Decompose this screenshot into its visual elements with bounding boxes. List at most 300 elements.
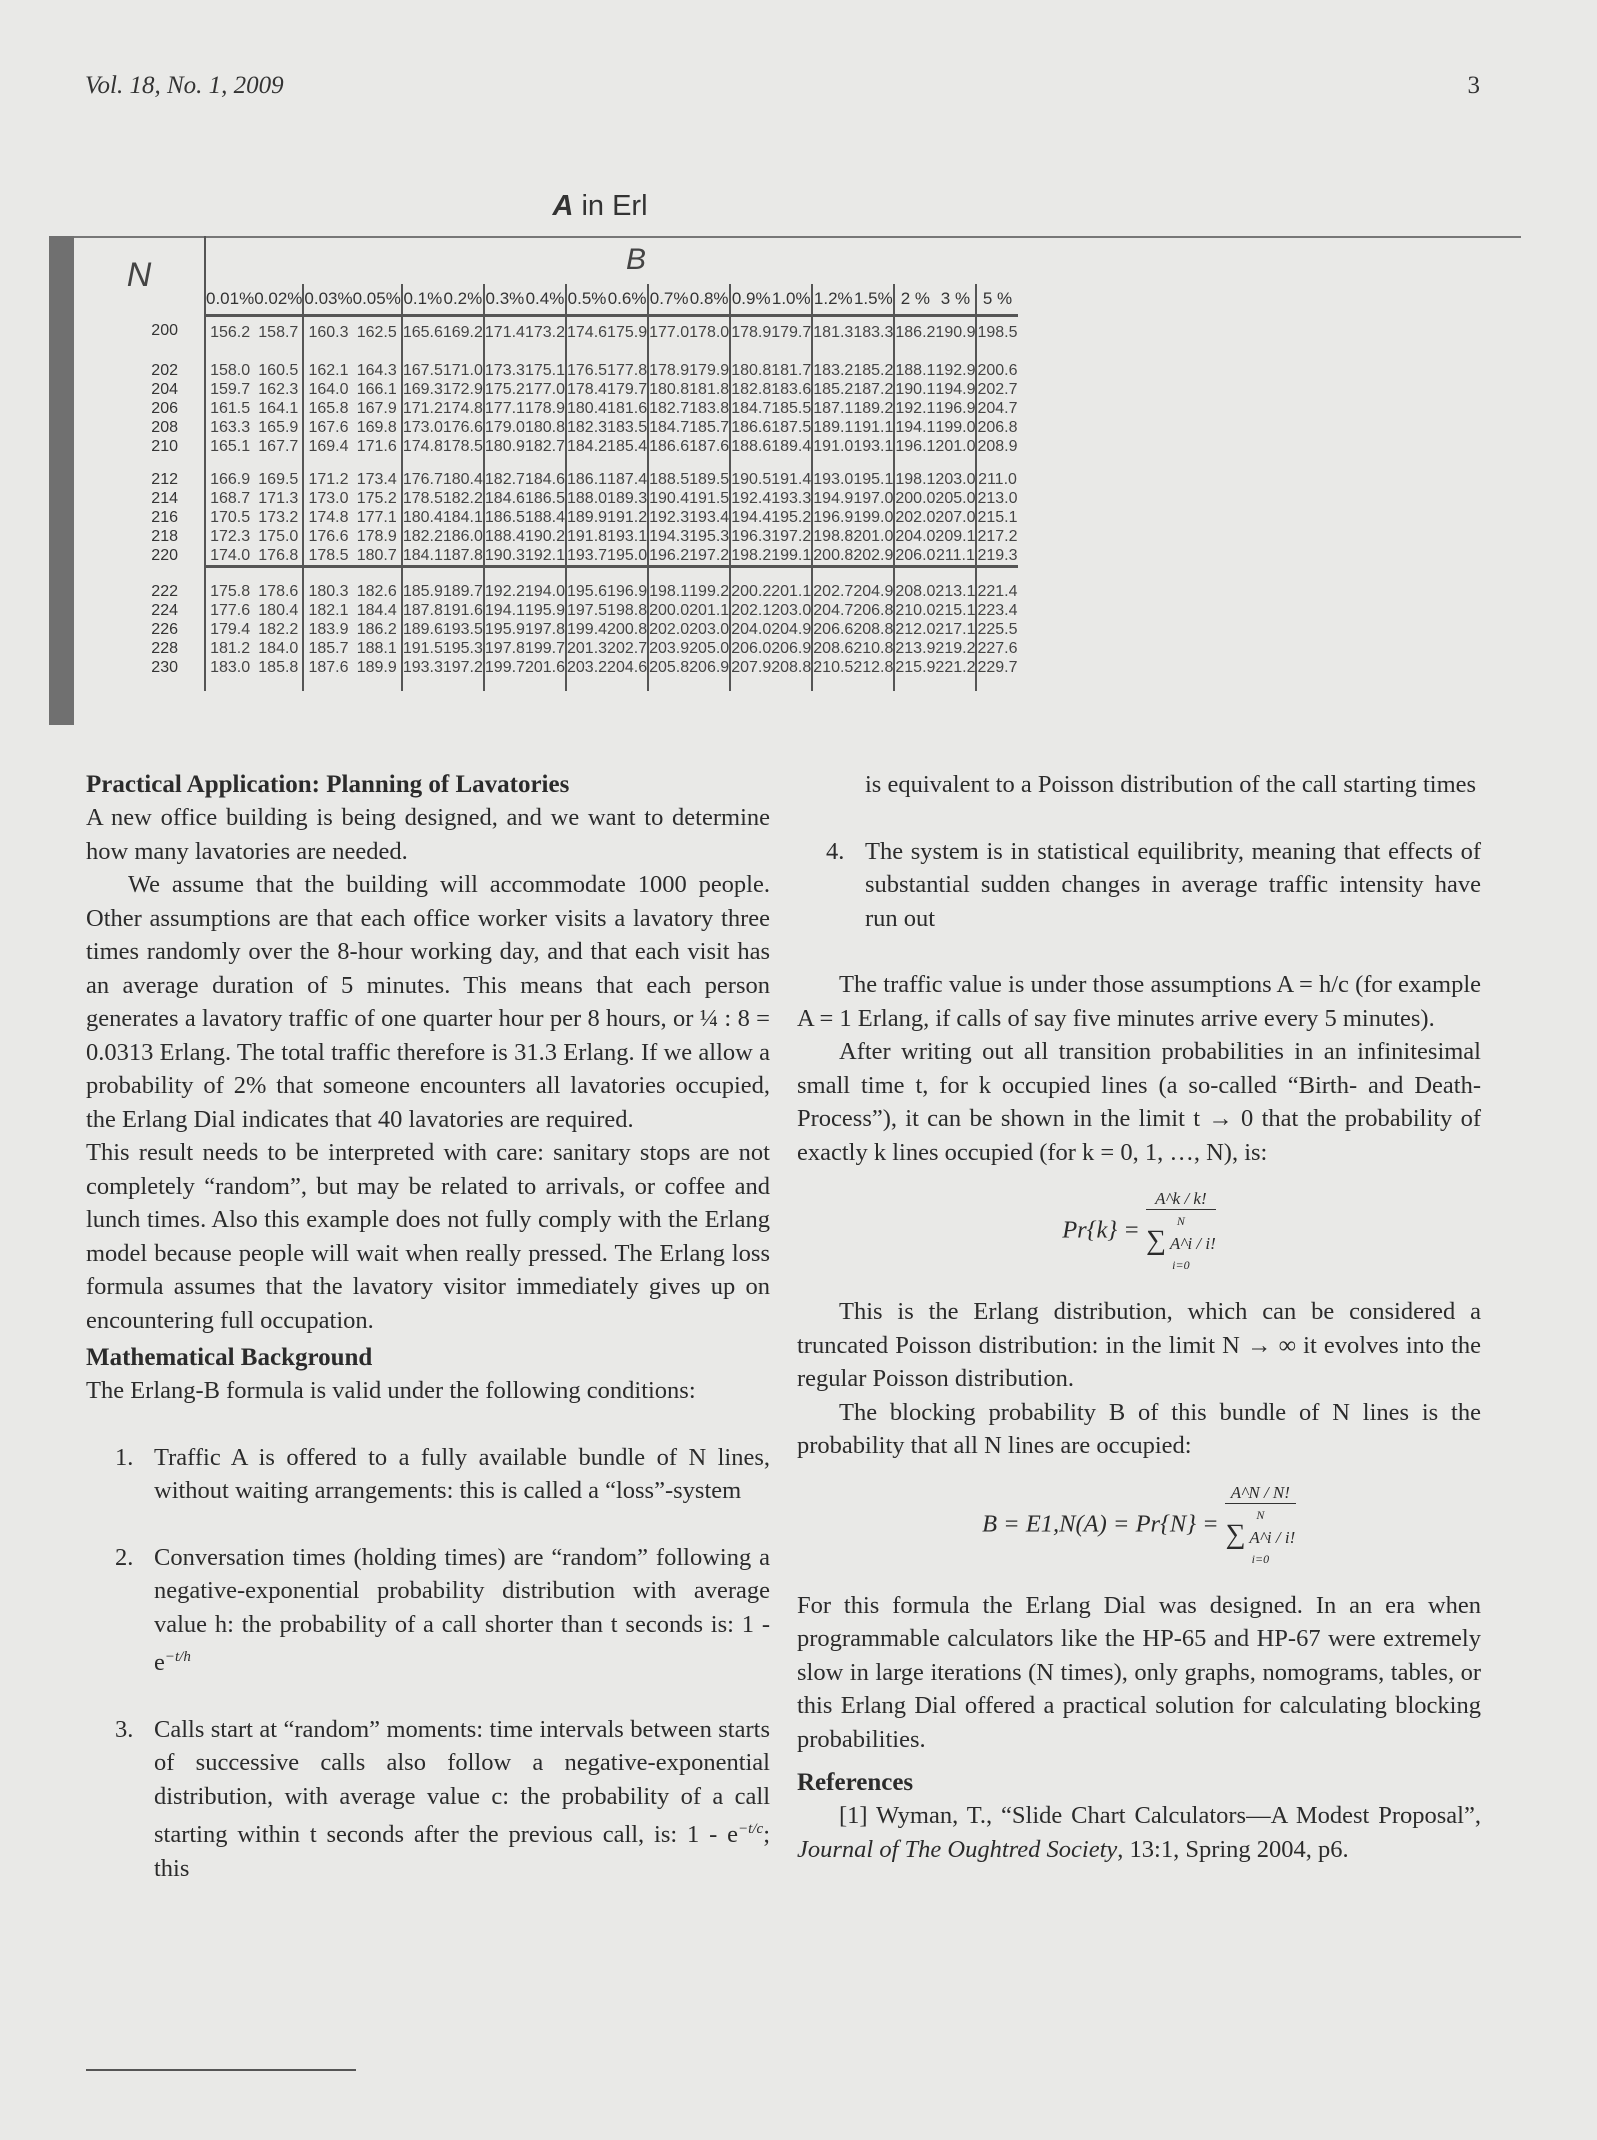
table-cell: 182.6 <box>356 583 397 600</box>
table-cell: 184.4 <box>356 602 397 619</box>
table-cell: 171.6 <box>356 438 397 455</box>
table-cell: 204.6 <box>607 659 648 676</box>
table-cell: 184.1 <box>442 509 483 526</box>
table-cell: 183.9 <box>303 620 352 639</box>
fraction-numerator: A^N / N! <box>1225 1483 1296 1504</box>
table-cell: 194.0 <box>524 583 565 600</box>
table-cell: 198.8 <box>607 602 648 619</box>
sum-upper: N <box>1176 1214 1185 1228</box>
table-cell: 203.0 <box>689 621 730 638</box>
table-cell: 192.1 <box>524 547 565 564</box>
table-cell: 195.9 <box>484 621 525 638</box>
table-cell: 179.0 <box>484 419 525 436</box>
conditions-list-cont <box>797 835 1481 936</box>
table-cell: 186.6 <box>649 438 690 455</box>
table-cell: 197.8 <box>524 621 565 638</box>
table-cell: 192.2 <box>484 583 525 600</box>
col-group-header-b: B <box>205 236 1018 284</box>
table-cell: 225.5 <box>977 621 1018 638</box>
table-cell: 208.8 <box>853 621 894 638</box>
reference-journal: Journal of The Oughtred Society <box>797 1835 1118 1863</box>
row-n-value: 208 <box>151 418 178 436</box>
table-cell: 217.1 <box>935 621 976 638</box>
row-divider <box>74 567 1018 583</box>
list-item <box>797 835 1481 936</box>
table-cell: 180.4 <box>258 602 299 619</box>
table-cell: 195.1 <box>853 471 894 488</box>
table-cell: 189.6 <box>402 621 443 638</box>
table-cell: 206.0 <box>731 640 772 657</box>
table-cell: 156.2 <box>205 316 254 348</box>
left-column <box>86 768 770 1885</box>
table-cell: 205.0 <box>935 490 976 507</box>
table-cell: 203.9 <box>649 640 690 657</box>
table-cell: 197.2 <box>442 659 483 676</box>
table-cell: 181.8 <box>689 381 730 398</box>
table-cell: 176.5 <box>567 362 608 379</box>
fraction-denominator <box>1146 1210 1216 1275</box>
table-cell: 167.6 <box>303 418 352 437</box>
table-cell: 215.9 <box>895 659 936 676</box>
table-cell: 208.9 <box>977 438 1018 455</box>
sum-upper: N <box>1256 1507 1265 1522</box>
table-cell: 187.4 <box>607 471 648 488</box>
formula-pr-k <box>797 1189 1481 1275</box>
table-cell: 169.2 <box>443 316 484 348</box>
table-cell: 183.2 <box>813 362 854 379</box>
table-cell: 181.3 <box>812 316 853 348</box>
table-cell: 203.0 <box>771 602 812 619</box>
table-cell: 177.8 <box>607 362 648 379</box>
row-n-value: 222 <box>151 582 178 600</box>
table-cell: 174.8 <box>442 400 483 417</box>
table-cell: 168.7 <box>205 489 254 508</box>
table-cell: 204.9 <box>771 621 812 638</box>
table-row <box>74 489 1018 508</box>
table-cell: 180.7 <box>356 547 397 564</box>
table-cell: 169.8 <box>356 419 397 436</box>
row-n-value: 228 <box>151 639 178 657</box>
table-cell: 170.5 <box>205 508 254 527</box>
table-cell: 201.1 <box>689 602 730 619</box>
table-cell: 200.8 <box>812 546 853 567</box>
footnote-rule <box>86 2069 356 2071</box>
table-cell: 194.4 <box>731 509 772 526</box>
table-cell: 198.5 <box>976 316 1017 348</box>
table-cell: 162.3 <box>258 381 299 398</box>
row-n-value: 220 <box>151 547 178 565</box>
table-cell: 162.5 <box>353 316 402 348</box>
table-cell: 166.1 <box>356 381 397 398</box>
table-cell: 178.9 <box>649 362 690 379</box>
table-cell: 184.0 <box>258 640 299 657</box>
table-cell: 215.1 <box>935 602 976 619</box>
table-cell: 182.2 <box>442 490 483 507</box>
list-text: The system is in statistical equilibrity, meaning that effects of substantial sudden changes in average traffic intensity have run out <box>865 837 1481 932</box>
table-cell: 169.3 <box>402 381 443 398</box>
table-cell: 197.5 <box>567 602 608 619</box>
row-n-value: 212 <box>151 470 178 488</box>
table-cell: 188.5 <box>649 471 690 488</box>
table-cell: 191.1 <box>853 419 894 436</box>
fraction <box>1146 1189 1216 1275</box>
table-cell: 196.9 <box>935 400 976 417</box>
table-cell: 183.3 <box>853 316 894 348</box>
table-cell: 221.2 <box>935 659 976 676</box>
table-cell: 182.1 <box>303 601 352 620</box>
table-cell: 204.0 <box>731 621 772 638</box>
table-cell: 178.9 <box>524 400 565 417</box>
table-cell: 189.4 <box>771 438 812 455</box>
table-cell: 185.7 <box>303 639 352 658</box>
table-cell: 179.7 <box>607 381 648 398</box>
table-cell: 206.0 <box>894 546 935 567</box>
table-row <box>74 437 1018 456</box>
table-cell: 213.0 <box>977 490 1018 507</box>
section-heading-practical: Practical Application: Planning of Lavatories <box>86 771 570 798</box>
table-cell: 208.6 <box>813 640 854 657</box>
table-cell: 183.6 <box>771 381 812 398</box>
table-cell: 180.4 <box>567 400 608 417</box>
table-cell: 211.0 <box>978 471 1017 488</box>
table-cell: 184.7 <box>731 400 772 417</box>
table-cell: 179.9 <box>689 362 730 379</box>
table-cell: 186.2 <box>356 621 397 638</box>
table-cell: 185.5 <box>771 400 812 417</box>
table-cell: 173.4 <box>356 471 397 488</box>
table-row <box>74 316 1018 348</box>
table-cell: 175.1 <box>524 362 565 379</box>
table-cell: 178.0 <box>689 316 730 348</box>
sum-icon: ∑ <box>1225 1518 1246 1550</box>
table-cell: 194.3 <box>649 528 690 545</box>
paragraph: After writing out all transition probabilities in an infinitesimal small time t, for k occupied lines (a so-called “Birth- and Death-Process”), it can be shown in the limit t → 0 that the probability of exactly k lines occupied (for k = 0, 1, …, N), is: <box>797 1038 1481 1166</box>
table-cell: 200.0 <box>649 602 690 619</box>
table-cell: 183.0 <box>205 658 254 677</box>
table-cell: 176.6 <box>303 527 352 546</box>
table-row <box>74 361 1018 380</box>
table-row <box>74 527 1018 546</box>
table-cell: 182.2 <box>258 621 299 638</box>
table-cell: 182.2 <box>402 528 443 545</box>
table-cell: 174.6 <box>566 316 607 348</box>
table-cell: 184.7 <box>649 419 690 436</box>
table-cell: 195.3 <box>689 528 730 545</box>
table-cell: 215.1 <box>977 509 1018 526</box>
table-cell: 161.5 <box>205 399 254 418</box>
table-cell: 192.9 <box>935 362 976 379</box>
table-cell: 197.0 <box>853 490 894 507</box>
list-text-tail: ; this <box>154 1821 770 1882</box>
table-cell: 172.9 <box>442 381 483 398</box>
table-cell: 189.7 <box>442 583 483 600</box>
table-cell: 189.2 <box>853 400 894 417</box>
table-cell: 195.3 <box>442 640 483 657</box>
page-number: 3 <box>1467 72 1480 99</box>
table-cell: 186.1 <box>567 471 608 488</box>
table-cell: 195.6 <box>567 583 608 600</box>
table-cell: 188.1 <box>356 640 397 657</box>
table-cell: 182.7 <box>524 438 565 455</box>
paragraph: This result needs to be interpreted with care: sanitary stops are not completely “random”, but may be related to arrivals, or coffee and lunch times. Also this example does not fully comply with the Erlang model because people will wait when really pressed. The Erlang loss formula assumes that the lavatory visitor immediately gives up on encountering full occupation. <box>86 1139 770 1334</box>
table-cell: 193.0 <box>813 471 854 488</box>
table-row <box>74 380 1018 399</box>
table-cell: 186.6 <box>731 419 772 436</box>
row-gap <box>74 456 1018 470</box>
column-header: 0.01% <box>205 284 254 316</box>
table-cell: 198.8 <box>813 528 854 545</box>
table-cell: 193.3 <box>771 490 812 507</box>
table-cell: 197.2 <box>689 547 730 564</box>
column-header: 3 % <box>940 289 971 308</box>
row-n-value: 202 <box>151 361 178 379</box>
table-cell: 182.7 <box>649 400 690 417</box>
table-cell: 202.7 <box>607 640 648 657</box>
table-cell: 167.7 <box>258 438 299 455</box>
sum-term: A^i / i! <box>1249 1527 1296 1547</box>
table-cell: 175.2 <box>484 381 525 398</box>
table-cell: 199.7 <box>524 640 565 657</box>
table-cell: 193.4 <box>689 509 730 526</box>
table-cell: 190.1 <box>895 381 936 398</box>
table-cell: 175.0 <box>258 528 299 545</box>
row-n-value: 226 <box>151 620 178 638</box>
table-cell: 181.6 <box>607 400 648 417</box>
table-cell: 194.9 <box>935 381 976 398</box>
table-cell: 196.3 <box>731 528 772 545</box>
table-row <box>74 418 1018 437</box>
table-cell: 196.9 <box>607 583 648 600</box>
table-cell: 210.8 <box>853 640 894 657</box>
table-cell: 212.0 <box>895 621 936 638</box>
table-cell: 193.1 <box>853 438 894 455</box>
table-cell: 188.4 <box>484 528 525 545</box>
paragraph: The Erlang-B formula is valid under the following conditions: <box>86 1377 696 1404</box>
table-cell: 206.8 <box>977 419 1018 436</box>
table-cell: 174.8 <box>402 438 443 455</box>
table-cell: 195.0 <box>607 547 648 564</box>
page-header <box>85 72 1480 112</box>
table-cell: 200.2 <box>731 583 772 600</box>
table-cell: 184.2 <box>567 438 608 455</box>
table-cell: 201.1 <box>771 583 812 600</box>
table-cell: 184.6 <box>484 490 525 507</box>
table-cell: 173.2 <box>258 509 299 526</box>
table-cell: 197.2 <box>771 528 812 545</box>
table-cell: 171.3 <box>258 490 299 507</box>
formula-blocking <box>797 1483 1481 1569</box>
table-cell: 217.2 <box>977 528 1018 545</box>
table-cell: 189.5 <box>689 471 730 488</box>
table-cell: 180.8 <box>524 419 565 436</box>
row-n-value: 224 <box>151 601 178 619</box>
table-cell: 185.2 <box>853 362 894 379</box>
table-cell: 197.8 <box>484 640 525 657</box>
erlang-b-table <box>74 236 1018 691</box>
table-cell: 176.6 <box>442 419 483 436</box>
table-cell: 188.1 <box>895 362 936 379</box>
section-heading-math: Mathematical Background <box>86 1344 373 1371</box>
table-cell: 191.6 <box>442 602 483 619</box>
table-cell: 180.8 <box>649 381 690 398</box>
table-cell: 184.6 <box>524 471 565 488</box>
table-cell: 192.4 <box>731 490 772 507</box>
column-header: 0.03% <box>303 284 352 316</box>
table-cell: 180.8 <box>731 362 772 379</box>
table-cell: 191.2 <box>607 509 648 526</box>
table-spine-bar <box>49 236 74 725</box>
table-cell: 164.1 <box>258 400 299 417</box>
table-cell: 181.7 <box>771 362 812 379</box>
table-cell: 206.9 <box>689 659 730 676</box>
table-cell: 191.4 <box>771 471 812 488</box>
table-cell: 198.1 <box>649 583 690 600</box>
table-cell: 185.4 <box>607 438 648 455</box>
table-cell: 185.7 <box>689 419 730 436</box>
table-cell: 178.5 <box>402 490 443 507</box>
paragraph: The blocking probability B of this bundle of N lines is the probability that all N lines are occupied: <box>797 1398 1481 1459</box>
list-item-continuation: is equivalent to a Poisson distribution of the call starting times <box>865 771 1477 798</box>
table-cell: 165.1 <box>205 437 254 456</box>
table-cell: 201.0 <box>935 438 976 455</box>
table-cell: 202.7 <box>813 583 854 600</box>
reference-text-end: , 13:1, Spring 2004, p6. <box>1117 1835 1349 1863</box>
table-cell: 186.0 <box>442 528 483 545</box>
fraction-denominator <box>1225 1504 1296 1569</box>
table-cell: 219.3 <box>976 546 1017 567</box>
table-cell: 204.9 <box>853 583 894 600</box>
table-cell: 194.1 <box>895 419 936 436</box>
table-cell: 208.0 <box>895 583 936 600</box>
row-n-value: 200 <box>151 322 178 340</box>
table-cell: 158.7 <box>254 316 303 348</box>
row-n-value: 216 <box>151 508 178 526</box>
table-cell: 177.0 <box>524 381 565 398</box>
table-cell: 229.7 <box>977 659 1018 676</box>
table-cell: 173.0 <box>303 489 352 508</box>
list-number: 2. <box>115 1543 134 1571</box>
table-cell: 178.5 <box>442 438 483 455</box>
table-cell: 201.0 <box>853 528 894 545</box>
table-title-symbol: A <box>552 190 574 222</box>
table-cell: 191.5 <box>402 640 443 657</box>
fraction <box>1225 1483 1296 1569</box>
table-cell: 196.1 <box>895 438 936 455</box>
table-cell: 219.2 <box>935 640 976 657</box>
section-heading-references: References <box>797 1769 914 1796</box>
table-cell: 196.9 <box>813 509 854 526</box>
table-cell: 163.3 <box>205 418 254 437</box>
table-cell: 200.6 <box>977 362 1018 379</box>
table-cell: 203.2 <box>567 659 608 676</box>
column-header: 5 % <box>976 284 1017 316</box>
table-cell: 204.7 <box>977 400 1018 417</box>
table-cell: 173.0 <box>402 419 443 436</box>
table-cell: 177.6 <box>205 601 254 620</box>
table-cell: 171.2 <box>402 400 443 417</box>
sum-icon: ∑ <box>1145 1225 1166 1256</box>
table-cell: 165.8 <box>303 399 352 418</box>
table-cell: 190.2 <box>524 528 565 545</box>
table-cell: 199.7 <box>484 659 525 676</box>
table-cell: 182.8 <box>731 381 772 398</box>
table-cell: 172.3 <box>205 527 254 546</box>
conditions-list <box>86 1441 770 1886</box>
table-cell: 160.5 <box>258 362 299 379</box>
table-row <box>74 508 1018 527</box>
column-header: 1.5% <box>853 289 893 308</box>
table-cell: 189.9 <box>356 659 397 676</box>
table-cell: 186.5 <box>524 490 565 507</box>
table-cell: 188.0 <box>567 490 608 507</box>
paragraph: For this formula the Erlang Dial was designed. In an era when programmable calculators like the HP-65 and HP-67 were extremely slow in large iterations (N times), only graphs, nomograms, tables, or this Erlang Dial offered a practical solution for calculating blocking probabilities. <box>797 1591 1481 1753</box>
table-cell: 196.2 <box>648 546 689 567</box>
table-cell: 176.8 <box>258 547 299 564</box>
table-cell: 180.4 <box>402 509 443 526</box>
table-cell: 189.3 <box>607 490 648 507</box>
table-cell: 165.6 <box>402 316 443 348</box>
table-cell: 191.8 <box>567 528 608 545</box>
table-row <box>74 658 1018 677</box>
table-cell: 174.8 <box>303 508 352 527</box>
table-title-unit: in Erl <box>573 190 648 222</box>
table-cell: 191.5 <box>689 490 730 507</box>
table-cell: 160.3 <box>303 316 352 348</box>
table-cell: 209.1 <box>935 528 976 545</box>
table-cell: 177.1 <box>484 400 525 417</box>
table-cell: 171.0 <box>442 362 483 379</box>
column-header: 1.2% <box>812 284 853 316</box>
table-cell: 202.0 <box>895 509 936 526</box>
table-cell: 188.6 <box>731 438 772 455</box>
table-cell: 178.6 <box>258 583 299 600</box>
list-text: Calls start at “random” moments: time intervals between starts of successive calls also follow a negative-exponential distribution, with average value c: the probability of a call starting within t seconds after the previous call, is: 1 - e <box>154 1715 770 1849</box>
table-body <box>74 316 1018 692</box>
formula-lhs: B = E1,N(A) = Pr{N} = <box>982 1510 1219 1538</box>
table-cell: 185.9 <box>402 583 443 600</box>
table-cell: 181.2 <box>205 639 254 658</box>
reference-item <box>797 1799 1481 1866</box>
reference-text: [1] Wyman, T., “Slide Chart Calculators—A Modest Proposal”, <box>839 1802 1481 1829</box>
table-cell: 175.9 <box>607 316 648 348</box>
table-cell: 177.0 <box>648 316 689 348</box>
column-header: 0.05% <box>352 289 401 308</box>
table-cell: 202.7 <box>977 381 1018 398</box>
table-row <box>74 620 1018 639</box>
table-cell: 189.1 <box>813 419 854 436</box>
table-cell: 201.6 <box>524 659 565 676</box>
table-cell: 202.9 <box>853 547 894 564</box>
table-cell: 178.9 <box>356 528 397 545</box>
row-n-value: 230 <box>151 658 178 676</box>
table-cell: 180.4 <box>442 471 483 488</box>
table-cell: 207.9 <box>731 659 772 676</box>
table-row <box>74 399 1018 418</box>
table-cell: 190.9 <box>935 316 976 348</box>
paragraph: This is the Erlang distribution, which can be considered a truncated Poisson distribution: in the limit N → ∞ it evolves into the regular Poisson distribution. <box>797 1298 1481 1392</box>
table-row <box>74 639 1018 658</box>
table-cell: 206.8 <box>853 602 894 619</box>
table-cell: 202.1 <box>731 602 772 619</box>
formula-lhs: Pr{k} = <box>1062 1216 1140 1244</box>
table-cell: 210.0 <box>895 602 936 619</box>
table-row <box>74 546 1018 567</box>
row-header-n: N <box>126 256 152 295</box>
table-cell: 213.1 <box>935 583 976 600</box>
table-cell: 188.4 <box>524 509 565 526</box>
table-cell: 198.2 <box>730 546 771 567</box>
right-column <box>797 768 1481 1866</box>
